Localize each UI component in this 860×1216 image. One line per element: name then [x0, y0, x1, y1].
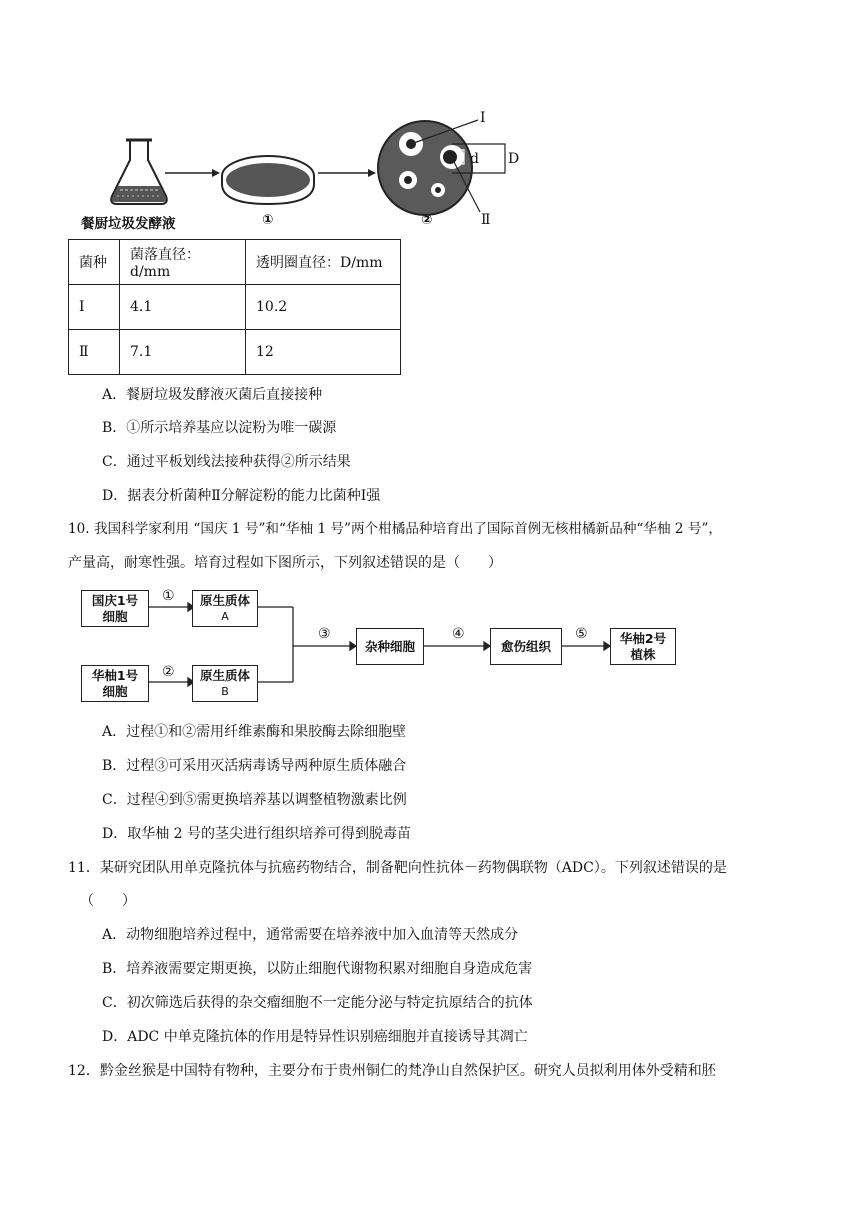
table-header-cell: 菌落直径：d/mm	[120, 240, 246, 285]
flask-icon	[111, 140, 167, 204]
label-D: D	[508, 151, 520, 167]
box-label: B	[221, 685, 229, 698]
q11-option-a: A．动物细胞培养过程中，通常需要在培养液中加入血清等天然成分	[102, 927, 519, 943]
step-5: ⑤	[575, 626, 588, 642]
q11-option-b: B．培养液需要定期更换，以防止细胞代谢物积累对细胞自身造成危害	[102, 961, 533, 977]
box-hybrid-cell	[356, 628, 424, 665]
box-label: 国庆1号	[91, 593, 139, 608]
box-label: 细胞	[102, 684, 128, 699]
table-header-cell: 菌种	[69, 240, 120, 285]
q9-option-b: B．①所示培养基应以淀粉为唯一碳源	[102, 420, 337, 436]
table-cell: 12	[246, 330, 401, 375]
step-1: ①	[162, 588, 175, 604]
petri-dish-icon	[222, 156, 314, 204]
q11-stem-line1: 11．某研究团队用单克隆抗体与抗癌药物结合，制备靶向性抗体－药物偶联物（ADC）。下列叙述错误的是	[68, 860, 727, 876]
box-callus	[490, 628, 562, 665]
box-label: 杂种细胞	[364, 639, 415, 654]
box-guoqing-cell	[81, 590, 149, 627]
box-label: 细胞	[102, 609, 128, 624]
box-label: 愈伤组织	[500, 639, 551, 654]
box-label: 华柚2号	[619, 631, 667, 646]
table-cell: 7.1	[120, 330, 246, 375]
q10-option-a: A．过程①和②需用纤维素酶和果胶酶去除细胞壁	[102, 724, 407, 740]
table-header-cell: 透明圈直径：D/mm	[246, 240, 401, 285]
label-plate-2: ②	[421, 212, 433, 228]
q10-option-d: D．取华柚 2 号的茎尖进行组织培养可得到脱毒苗	[102, 826, 412, 842]
q11-option-d: D．ADC 中单克隆抗体的作用是特异性识别癌细胞并直接诱导其凋亡	[102, 1029, 528, 1045]
table-cell: 4.1	[120, 285, 246, 330]
box-protoplast-b	[192, 665, 258, 702]
box-label: 原生质体	[199, 593, 250, 608]
step-3: ③	[318, 626, 331, 642]
box-huayou2-plant	[610, 628, 676, 665]
box-label: 植株	[630, 647, 656, 662]
table-cell: Ⅱ	[69, 330, 120, 375]
q10-stem-line1: 10. 我国科学家利用 “国庆 1 号”和“华柚 1 号”两个柑橘品种培育出了国际首例无核柑橘新品种“华柚 2 号”，	[68, 521, 722, 537]
box-label: 原生质体	[199, 668, 250, 683]
q12-stem-line1: 12．黔金丝猴是中国特有物种，主要分布于贵州铜仁的梵净山自然保护区。研究人员拟利用体外受精和胚	[68, 1063, 716, 1079]
label-I: Ⅰ	[480, 110, 486, 126]
q10-stem-line2: 产量高，耐寒性强。培育过程如下图所示，下列叙述错误的是（ ）	[68, 555, 502, 571]
step-4: ④	[452, 626, 465, 642]
q9-option-d: D．据表分析菌种Ⅱ分解淀粉的能力比菌种Ⅰ强	[102, 488, 381, 504]
colony-table	[68, 239, 401, 375]
q9-option-a: A．餐厨垃圾发酵液灭菌后直接接种	[102, 387, 323, 403]
q11-stem-line2: （ ）	[80, 893, 136, 909]
table-row	[69, 285, 401, 330]
colony-plate-icon	[378, 120, 505, 215]
table-row	[69, 330, 401, 375]
table-cell: 10.2	[246, 285, 401, 330]
box-label: 华柚1号	[91, 668, 139, 683]
box-label: A	[221, 610, 229, 623]
q10-option-b: B．过程③可采用灭活病毒诱导两种原生质体融合	[102, 758, 407, 774]
label-d: d	[470, 151, 479, 167]
step-2: ②	[162, 664, 175, 680]
q9-option-c: C．通过平板划线法接种获得②所示结果	[102, 454, 351, 470]
box-protoplast-a	[192, 590, 258, 627]
q10-option-c: C．过程④到⑤需更换培养基以调整植物激素比例	[102, 792, 407, 808]
q11-option-c: C．初次筛选后获得的杂交瘤细胞不一定能分泌与特定抗原结合的抗体	[102, 995, 533, 1011]
label-plate-1: ①	[262, 212, 274, 228]
label-II: Ⅱ	[481, 212, 491, 228]
box-huayou1-cell	[81, 665, 149, 702]
flask-caption: 餐厨垃圾发酵液	[81, 216, 176, 232]
table-cell: Ⅰ	[69, 285, 120, 330]
table-header-row	[69, 240, 401, 285]
